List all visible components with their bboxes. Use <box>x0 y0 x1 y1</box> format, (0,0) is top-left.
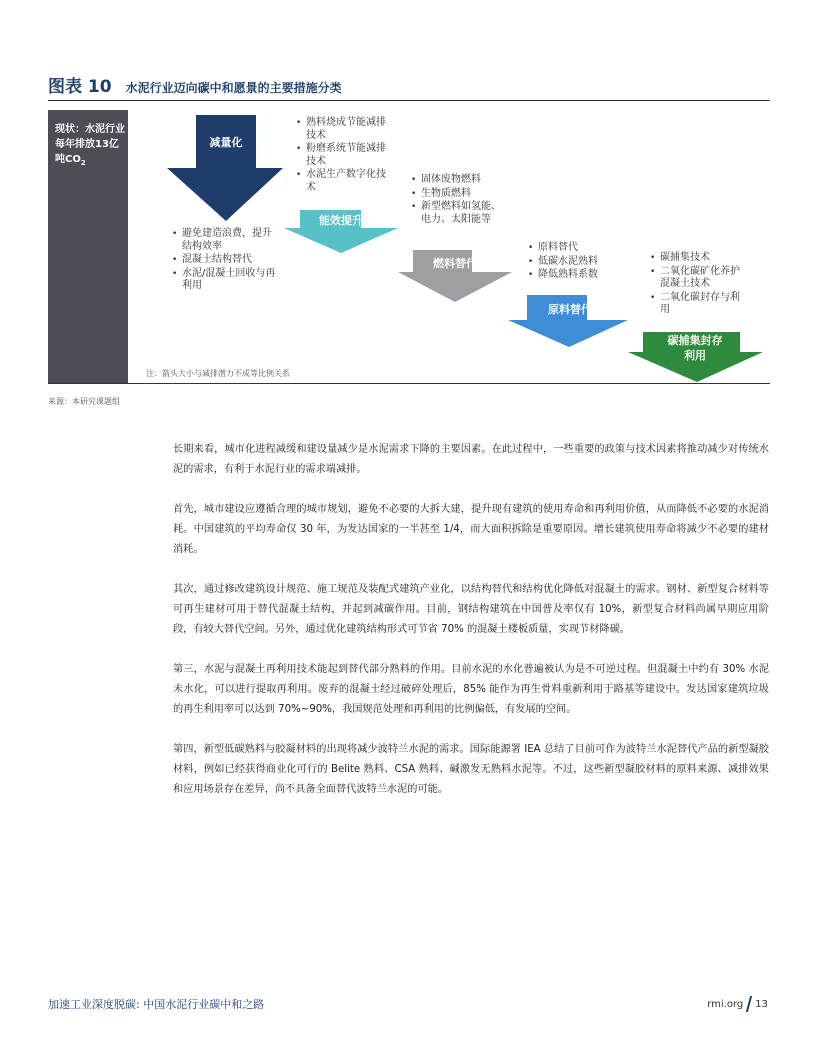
bullets-fuel <box>411 174 509 227</box>
paragraph: 第四，新型低碳熟料与胶凝材料的出现将减少波特兰水泥的需求。国际能源署 IEA 总结了目前可作为波特兰水泥替代产品的新型凝胶材料，例如已经获得商业化可行的 Belite 熟料、CSA 熟料、碱激发无熟料水泥等。不过，这些新型凝胶材料的原料来源、减排效果和应用场景存在差异，尚不具备全面替代波特兰水泥的可能。 <box>173 744 769 795</box>
list-item: • 水泥/混凝土回收与再利用 <box>172 268 280 293</box>
arrow-label-material: 原料替代 <box>548 303 592 316</box>
slash-divider <box>746 996 752 1012</box>
arrow-label-ccus: 碳捕集封存利用 <box>667 334 723 362</box>
bullets-reduction <box>172 228 280 294</box>
figure-number: 图表 10 <box>48 77 112 97</box>
arrow-reduction <box>167 115 283 221</box>
list-item: • 固体废物燃料 <box>411 174 509 187</box>
list-item: • 低碳水泥熟料 <box>528 256 626 269</box>
paragraph: 长期来看，城市化进程减缓和建设量减少是水泥需求下降的主要因素。在此过程中，一些重要的政策与技术因素将推动减少对传统水泥的需求，有利于水泥行业的需求端减排。 <box>173 444 769 475</box>
bullets-ccus <box>650 252 748 318</box>
bullets-efficiency <box>296 117 394 195</box>
arrow-label-reduction: 减量化 <box>209 136 243 149</box>
list-item: • 熟料烧成节能减排技术 <box>296 117 394 142</box>
page-number: 13 <box>755 998 768 1010</box>
paragraph: 首先，城市建设应遵循合理的城市规划，避免不必要的大拆大建，提升现有建筑的使用寿命和再利用价值，从而降低不必要的水泥消耗。中国建筑的平均寿命仅 30 年，为发达国家的一半甚至 1/4，而大面积拆除是重要原因。增长建筑使用寿命将减少不必要的建材消耗。 <box>173 504 769 555</box>
list-item: • 二氧化碳矿化养护混凝土技术 <box>650 266 748 291</box>
footer-page-info <box>707 996 768 1012</box>
list-item: • 水泥生产数字化技术 <box>296 169 394 194</box>
figure-bottom-rule <box>48 383 770 384</box>
figure-source: 来源：本研究课题组 <box>48 397 120 406</box>
list-item: • 混凝土结构替代 <box>172 254 280 267</box>
paragraph: 第三，水泥与混凝土再利用技术能起到替代部分熟料的作用。目前水泥的水化普遍被认为是不可逆过程。但混凝土中约有 30% 水泥未水化，可以进行提取再利用。废弃的混凝土经过破碎处理后，85% 能作为再生骨料重新利用于路基等建设中。发达国家建筑垃圾的再生利用率可以达到 70%~90%，我国规范处理和再利用的比例偏低，有发展的空间。 <box>173 664 769 715</box>
list-item: • 碳捕集技术 <box>650 252 748 265</box>
arrow-label-fuel: 燃料替代 <box>433 257 477 270</box>
figure-caption: 水泥行业迈向碳中和愿景的主要措施分类 <box>125 81 342 95</box>
footer-title: 加速工业深度脱碳: 中国水泥行业碳中和之路 <box>48 998 265 1011</box>
list-item: • 新型燃料如氢能、电力、太阳能等 <box>411 201 509 226</box>
list-item: • 粉磨系统节能减排技术 <box>296 143 394 168</box>
bullets-material <box>528 242 626 283</box>
list-item: • 降低熟料系数 <box>528 269 626 282</box>
list-item: • 生物质燃料 <box>411 188 509 201</box>
list-item: • 原料替代 <box>528 242 626 255</box>
arrow-label-efficiency: 能效提升 <box>319 214 363 227</box>
footer-site: rmi.org <box>707 998 744 1010</box>
status-text: 现状：水泥行业每年排放13亿吨$CO_2$ <box>55 124 125 167</box>
list-item: • 避免建造浪费，提升结构效率 <box>172 228 280 253</box>
body-text <box>173 440 769 820</box>
list-item: • 二氧化碳封存与利用 <box>650 292 748 317</box>
paragraph: 其次，通过修改建筑设计规范、施工规范及装配式建筑产业化，以结构替代和结构优化降低对混凝土的需求。钢材、新型复合材料等可再生建材可用于替代混凝土结构，并起到减碳作用。目前，钢结构建筑在中国普及率仅有 10%，新型复合材料尚属早期应用阶段，有较大替代空间。另外，通过优化建筑结构形式可节省 70% 的混凝土楼板质量，实现节材降碳。 <box>173 584 769 635</box>
figure-note: 注：箭头大小与减排潜力不成等比例关系 <box>146 369 290 378</box>
